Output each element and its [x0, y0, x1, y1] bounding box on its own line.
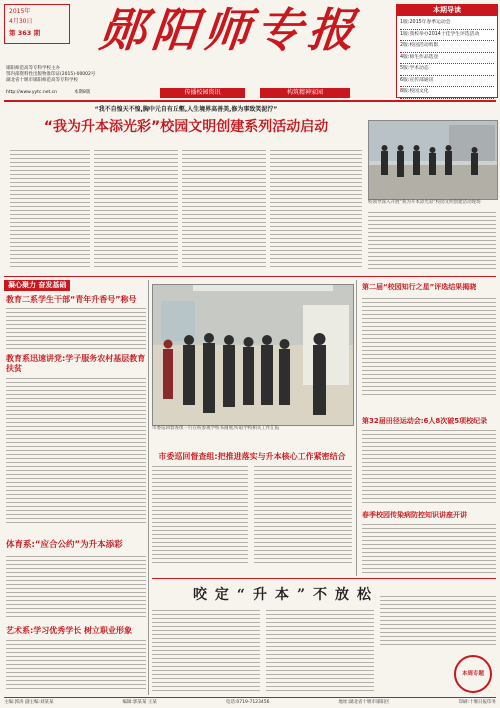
- center-photo: [152, 284, 354, 426]
- publisher-line: 鄂内部资料性出版物准印证(2015)-00002号: [6, 72, 96, 77]
- article-body: [6, 308, 146, 350]
- stamp-text: 本周专题: [461, 671, 484, 677]
- toc-item[interactable]: 4版:师生作品选登: [400, 53, 494, 65]
- lead-body-col2: [94, 150, 178, 270]
- article-body: [6, 640, 146, 692]
- article-title: 教育二系学生干部“青年升香号”称号: [6, 295, 137, 304]
- article-body: [362, 298, 496, 398]
- lead-title: “我为升本添光彩”校园文明创建系列活动启动: [43, 119, 329, 135]
- publisher-line: 郧阳师范高等专科学校主办: [6, 66, 60, 71]
- publisher-line: 湖北省十堰市郧阳师范高等专科学校: [6, 78, 78, 83]
- article-body: [6, 378, 146, 526]
- footer-rule: [4, 697, 496, 698]
- publisher-block: [6, 66, 96, 84]
- date-year: 2015年: [9, 8, 31, 15]
- footer-item: 主编:郭涛 副主编:刘某某: [4, 700, 54, 705]
- article-title: 第32届田径运动会:6人8次破5项校纪录: [362, 417, 488, 425]
- toc-item[interactable]: 5版:学术动态: [400, 64, 494, 76]
- slogan-left: 传播校园资讯: [160, 88, 245, 98]
- toc-header: 本期导读: [397, 5, 497, 16]
- column-divider: [356, 280, 357, 576]
- lead-subtitle: “我不自惶天不惶,胸中元自有丘壑,人生境界高善美,修为事致笑泥泞”: [94, 106, 278, 113]
- article-body: [6, 556, 146, 620]
- masthead-rule: [4, 100, 496, 102]
- lead-photo-caption: 校领导深入开展“我为升本添光彩”校园文明创建活动现场: [368, 200, 481, 205]
- lead-photo: [368, 120, 498, 200]
- footer: [4, 699, 496, 707]
- footer-item: 编辑:郭某某 王某: [122, 700, 157, 705]
- center-photo-image: [153, 285, 353, 425]
- toc-list: [397, 16, 497, 101]
- article-title: 第二届“校园知行之星”评选结果揭晓: [362, 283, 477, 291]
- article-title: 体育系:“应合公约”为升本添彩: [6, 540, 123, 550]
- round-stamp: [454, 655, 492, 693]
- date-box: [4, 4, 70, 44]
- toc-item[interactable]: 8版:校园文化: [400, 87, 494, 99]
- commentary-rule: [152, 578, 496, 579]
- footer-item: 地址:湖北省十堰市郧阳区: [338, 700, 390, 705]
- column-divider: [148, 280, 149, 695]
- footer-item: 电话:0719-7123456: [225, 700, 270, 705]
- lead-body-col1: [10, 150, 90, 270]
- commentary-body: [266, 610, 374, 694]
- section-tag: 凝心聚力 奋发基础: [4, 280, 70, 291]
- article-body: [362, 524, 496, 574]
- toc-item[interactable]: 1版:2015年春季运动会: [400, 18, 494, 30]
- lead-body-col4: [270, 150, 362, 270]
- commentary-body: [152, 610, 260, 694]
- edition-count: 本期8版: [74, 90, 91, 95]
- slogan-bar: [160, 88, 350, 98]
- article-title: 艺术系:学习优秀学长 树立职业形象: [6, 626, 132, 635]
- center-photo-caption: 市委巡回督查组一行在校参观学校书画展,听取学校相关工作汇报: [152, 426, 280, 431]
- toc-item[interactable]: 2版:校园活动剪影: [400, 41, 494, 53]
- toc-item[interactable]: 6版:宣传部通讯: [400, 76, 494, 88]
- commentary-body: [380, 596, 496, 646]
- date-day: 4月30日: [9, 18, 33, 25]
- footer-item: 印刷:十堰日报印务: [458, 700, 496, 705]
- masthead-title: 郧阳师专报: [97, 3, 363, 57]
- issue-number: 第 363 期: [9, 29, 41, 37]
- slogan-right: 构筑精神家园: [260, 88, 350, 98]
- article-body: [254, 466, 352, 566]
- article-body: [152, 466, 248, 566]
- article-title: 春季校园传染病防控知识讲座开讲: [362, 511, 467, 519]
- article-title: 市委巡回督查组:把推进落实与升本核心工作紧密结合: [158, 452, 346, 461]
- article-title: 教育系迅速讲党:学子服务农村基层教育扶贫: [6, 354, 146, 373]
- site-url[interactable]: http://www.yytc.net.cn: [6, 90, 57, 95]
- lead-body-col3: [182, 150, 266, 270]
- commentary-title: 咬定“升本”不放松: [192, 587, 380, 603]
- toc-item[interactable]: 1版:我校举办2014十佳学生评选活动: [400, 30, 494, 42]
- right-column-text: [368, 212, 496, 270]
- section-rule: [4, 276, 496, 277]
- article-body: [362, 430, 496, 506]
- lead-photo-image: [369, 121, 497, 199]
- toc-box: [396, 4, 498, 98]
